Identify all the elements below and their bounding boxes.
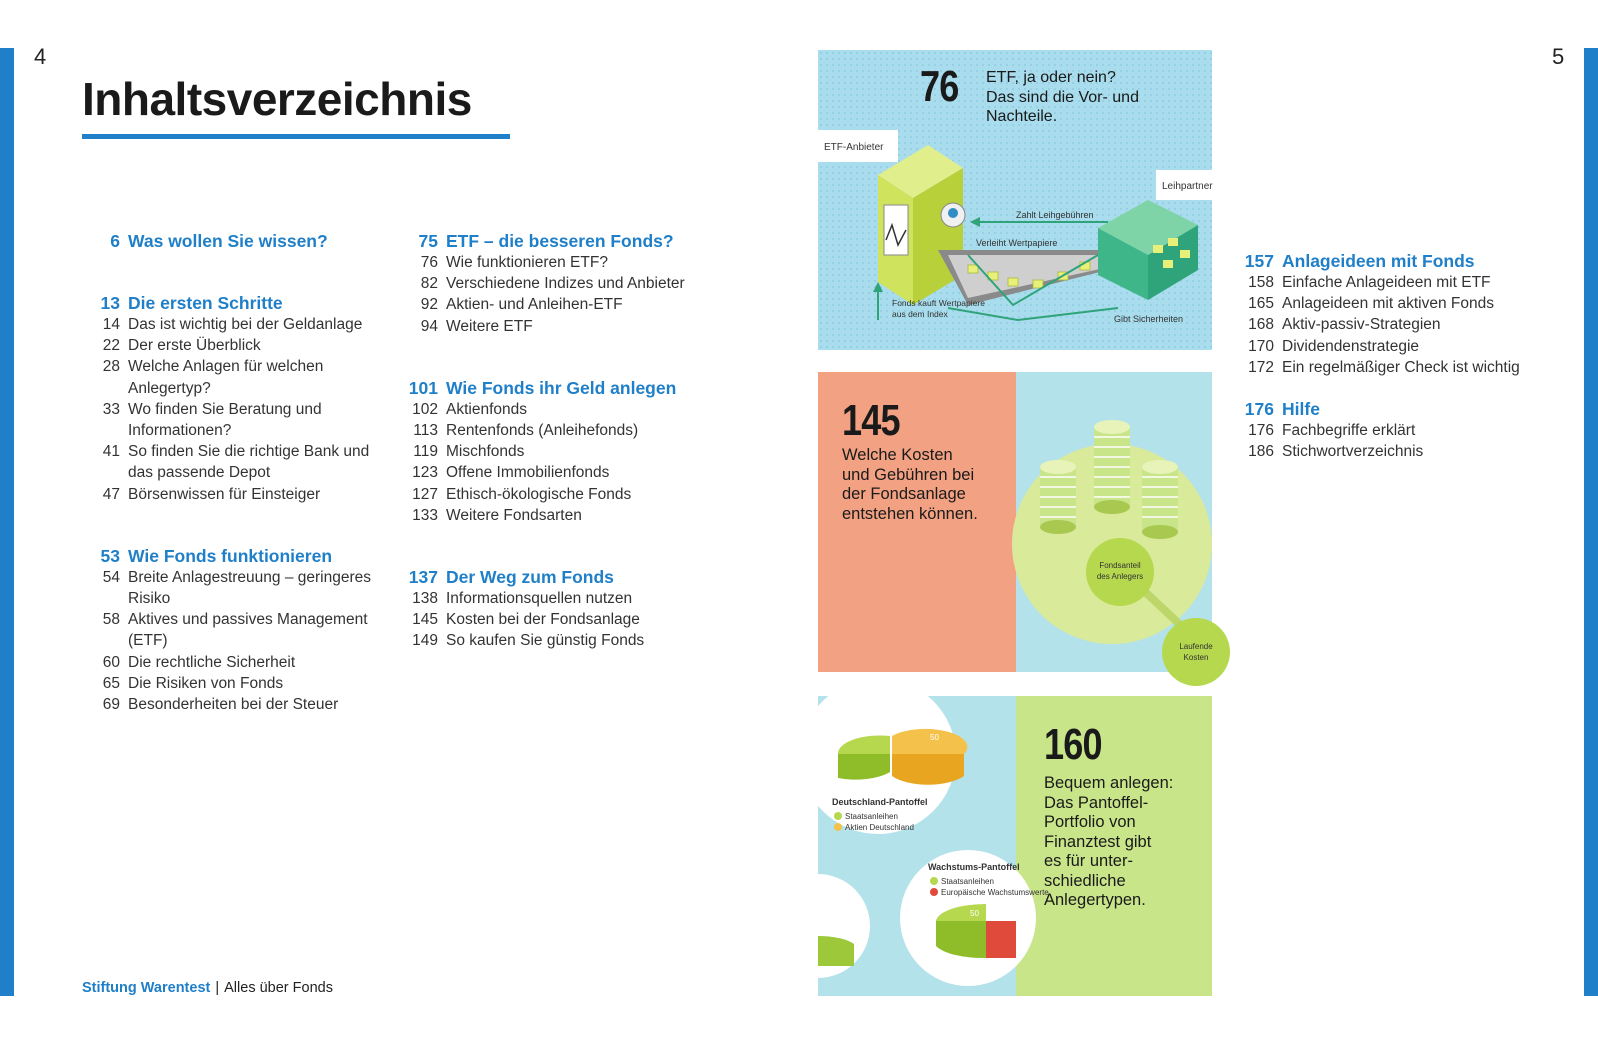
- teaser-pantoffel-text: Bequem anlegen: Das Pantoffel- Portfolio von Finanztest gibt es für unter- schiedliche Anlegertypen.: [1044, 774, 1174, 909]
- toc-entry-page: 127: [412, 485, 438, 503]
- toc-section-heading[interactable]: [1236, 250, 1536, 272]
- toc-entry-title: Anlageideen mit aktiven Fonds: [1282, 295, 1494, 313]
- toc-entry[interactable]: [82, 652, 387, 673]
- toc-entry-page: 60: [102, 653, 120, 671]
- toc-section: [400, 230, 730, 337]
- toc-entry-title: Breite Anlagestreuung – geringeres Risiko: [128, 568, 371, 608]
- toc-section-title: Anlageideen mit Fonds: [1282, 251, 1475, 271]
- toc-entry[interactable]: [82, 694, 387, 715]
- toc-section: [1236, 398, 1536, 462]
- toc-section-title: ETF – die besseren Fonds?: [446, 231, 674, 251]
- teaser-etf-page: 76: [920, 62, 959, 111]
- toc-entry[interactable]: [400, 273, 730, 294]
- toc-entry[interactable]: [400, 420, 730, 441]
- title-underline: [82, 134, 510, 139]
- svg-text:Laufende: Laufende: [1179, 642, 1213, 651]
- toc-entry-title: Verschiedene Indizes und Anbieter: [446, 275, 685, 293]
- page-number-right: 5: [1552, 44, 1565, 69]
- toc-entry-page: 113: [413, 422, 438, 440]
- toc-entry-page: 76: [420, 254, 438, 271]
- toc-entry-title: Einfache Anlageideen mit ETF: [1282, 274, 1491, 291]
- toc-entry[interactable]: [1236, 272, 1536, 293]
- toc-entry[interactable]: [1236, 441, 1536, 462]
- toc-section-heading[interactable]: [82, 230, 387, 252]
- teaser-pantoffel-page: 160: [1044, 720, 1102, 769]
- svg-text:Staatsanleihen: Staatsanleihen: [845, 812, 898, 821]
- toc-section-heading[interactable]: [82, 292, 387, 314]
- toc-entry-title: Ein regelmäßiger Check ist wichtig: [1282, 358, 1520, 376]
- footer-book-title: Alles über Fonds: [224, 980, 333, 996]
- toc-section-page: 6: [110, 231, 120, 251]
- toc-entry[interactable]: [82, 399, 387, 441]
- footer: [82, 980, 333, 996]
- toc-section-page: 101: [408, 377, 438, 398]
- toc-section-heading[interactable]: [400, 377, 730, 399]
- toc-section-title: Wie Fonds ihr Geld anlegen: [446, 377, 677, 398]
- toc-entry-page: 94: [420, 317, 438, 335]
- right-edge-bar: [1584, 48, 1598, 996]
- toc-entry-page: 41: [102, 443, 120, 461]
- toc-entry[interactable]: [82, 567, 387, 609]
- toc-entry[interactable]: [400, 505, 730, 526]
- teaser-costs-page: 145: [842, 396, 900, 445]
- svg-text:Aktien Deutschland: Aktien Deutschland: [845, 823, 914, 832]
- toc-entry-page: 119: [413, 443, 438, 461]
- toc-entry[interactable]: [82, 356, 387, 398]
- toc-entry[interactable]: [82, 484, 387, 505]
- svg-text:ETF-Anbieter: ETF-Anbieter: [824, 142, 884, 153]
- toc-entry[interactable]: [82, 609, 387, 651]
- pie-illustration: [818, 696, 1049, 996]
- toc-column-3: [1236, 250, 1536, 462]
- toc-entry-title: Aktienfonds: [446, 400, 527, 418]
- toc-entry[interactable]: [400, 484, 730, 505]
- toc-entry-title: Aktiv-passiv-Strategien: [1282, 316, 1441, 334]
- toc-section-page: 13: [100, 293, 120, 313]
- toc-entry-title: Aktives und passives Management (ETF): [128, 611, 368, 650]
- toc-entry-page: 28: [102, 358, 120, 376]
- toc-entry[interactable]: [400, 294, 730, 315]
- toc-entry-title: Weitere Fondsarten: [446, 506, 582, 524]
- toc-section-title: Der Weg zum Fonds: [446, 567, 614, 588]
- toc-entry[interactable]: [1236, 357, 1536, 378]
- svg-text:Verleiht Wertpapiere: Verleiht Wertpapiere: [976, 238, 1058, 248]
- toc-entry-title: Welche Anlagen für welchen Anlegertyp?: [128, 358, 324, 397]
- toc-entry-page: 145: [412, 611, 438, 629]
- page-number-left: 4: [34, 44, 47, 69]
- svg-text:50: 50: [872, 723, 881, 732]
- toc-entry[interactable]: [1236, 420, 1536, 441]
- toc-section: [82, 292, 387, 505]
- toc-entry-title: Besonderheiten bei der Steuer: [128, 696, 339, 714]
- toc-entry[interactable]: [1236, 336, 1536, 357]
- toc-entry-page: 22: [102, 337, 120, 355]
- toc-entry[interactable]: [400, 462, 730, 483]
- toc-entry-page: 92: [420, 296, 438, 314]
- toc-entry-page: 165: [1248, 295, 1274, 313]
- toc-entry-page: 158: [1248, 274, 1274, 291]
- toc-entry-title: So kaufen Sie günstig Fonds: [446, 632, 645, 650]
- toc-entry-page: 172: [1248, 358, 1274, 376]
- toc-entry-page: 54: [102, 568, 120, 586]
- teaser-costs-text: Welche Kosten und Gebühren bei der Fondsanlage entstehen können.: [842, 446, 978, 523]
- toc-entry[interactable]: [400, 316, 730, 337]
- toc-entry-page: 33: [102, 400, 120, 418]
- toc-section-page: 53: [100, 545, 120, 566]
- footer-separator: |: [215, 980, 220, 996]
- left-edge-bar: [0, 48, 14, 996]
- toc-entry-title: Weitere ETF: [446, 317, 533, 335]
- toc-entry-page: 47: [102, 485, 120, 503]
- toc-section: [400, 566, 730, 652]
- toc-entry-title: Fachbegriffe erklärt: [1282, 422, 1416, 440]
- svg-text:50: 50: [970, 909, 979, 918]
- toc-section-page: 75: [418, 231, 438, 251]
- toc-entry[interactable]: [400, 588, 730, 609]
- toc-section-title: Was wollen Sie wissen?: [128, 231, 328, 251]
- toc-entry-title: Börsenwissen für Einsteiger: [128, 485, 321, 503]
- toc-entry-title: Rentenfonds (Anleihefonds): [446, 422, 639, 440]
- svg-text:Fondsanteil: Fondsanteil: [1099, 561, 1141, 570]
- toc-entry-page: 14: [102, 316, 120, 333]
- toc-section-title: Hilfe: [1282, 399, 1320, 420]
- toc-entry-page: 82: [420, 275, 438, 293]
- toc-section: [1236, 250, 1536, 378]
- page-title: Inhaltsverzeichnis: [82, 73, 472, 125]
- toc-entry-title: Dividendenstrategie: [1282, 337, 1420, 355]
- toc-entry-title: Mischfonds: [446, 443, 525, 461]
- toc-entry-title: Offene Immobilienfonds: [446, 464, 610, 482]
- toc-entry[interactable]: [82, 314, 387, 335]
- toc-column-2: [400, 230, 730, 652]
- toc-entry[interactable]: [1236, 314, 1536, 335]
- teaser-etf-text: ETF, ja oder nein? Das sind die Vor- und Nachteile.: [986, 69, 1139, 125]
- toc-section-heading[interactable]: [82, 545, 387, 567]
- svg-text:Deutschland-Pantoffel: Deutschland-Pantoffel: [832, 797, 928, 807]
- toc-section: [82, 545, 387, 715]
- toc-entry-page: 133: [412, 506, 438, 524]
- toc-entry-title: Wo finden Sie Beratung und Informationen?: [128, 400, 322, 440]
- toc-entry-page: 186: [1248, 443, 1274, 461]
- svg-text:Kosten: Kosten: [1183, 653, 1209, 662]
- toc-entry[interactable]: [400, 399, 730, 420]
- toc-entry-page: 69: [102, 696, 120, 714]
- toc-entry-title: Informationsquellen nutzen: [446, 590, 633, 608]
- svg-text:des Anlegers: des Anlegers: [1096, 572, 1144, 581]
- toc-entry-title: Kosten bei der Fondsanlage: [446, 611, 640, 629]
- toc-entry-title: Die Risiken von Fonds: [128, 674, 284, 692]
- toc-entry-title: Stichwortverzeichnis: [1282, 443, 1424, 461]
- toc-entry-page: 65: [102, 674, 120, 692]
- toc-entry-title: Die rechtliche Sicherheit: [128, 653, 296, 671]
- svg-text:Leihpartner: Leihpartner: [1162, 181, 1213, 192]
- toc-section-heading[interactable]: [1236, 398, 1536, 420]
- teaser-costs: [818, 372, 1238, 688]
- toc-entry-page: 149: [412, 632, 438, 650]
- toc-section-title: Wie Fonds funktionieren: [128, 545, 333, 566]
- toc-entry-page: 102: [412, 400, 438, 418]
- toc-entry-page: 168: [1248, 316, 1274, 334]
- toc-entry-title: Wie funktionieren ETF?: [446, 254, 608, 271]
- toc-entry-page: 170: [1248, 337, 1274, 355]
- toc-section: [400, 377, 730, 526]
- svg-text:Europäische Wachstumswerte: Europäische Wachstumswerte: [941, 888, 1049, 897]
- teaser-pantoffel: [818, 696, 1212, 996]
- toc-entry-title: Ethisch-ökologische Fonds: [446, 485, 632, 503]
- toc-entry[interactable]: [1236, 293, 1536, 314]
- teaser-etf: [818, 50, 1212, 350]
- toc-section-heading[interactable]: [400, 230, 730, 252]
- toc-entry-title: Das ist wichtig bei der Geldanlage: [128, 316, 363, 333]
- toc-entry[interactable]: [82, 673, 387, 694]
- toc-entry[interactable]: [82, 335, 387, 356]
- toc-section-page: 157: [1244, 251, 1274, 271]
- toc-entry-page: 176: [1248, 422, 1274, 440]
- toc-column-1: [82, 230, 387, 715]
- toc-entry-title: Der erste Überblick: [128, 337, 261, 355]
- toc-section-heading[interactable]: [400, 566, 730, 588]
- toc-section-page: 176: [1244, 399, 1274, 420]
- toc-section-title: Die ersten Schritte: [128, 293, 283, 313]
- toc-entry[interactable]: [400, 630, 730, 651]
- toc-entry-title: So finden Sie die richtige Bank und das passende Depot: [128, 443, 370, 482]
- toc-entry-title: Aktien- und Anleihen-ETF: [446, 296, 623, 314]
- toc-section: [82, 230, 387, 252]
- svg-text:Gibt Sicherheiten: Gibt Sicherheiten: [1114, 314, 1184, 324]
- toc-entry[interactable]: [82, 441, 387, 483]
- svg-text:50: 50: [930, 733, 939, 742]
- svg-text:Fonds kauft Wertpapiere: Fonds kauft Wertpapiere: [892, 298, 985, 308]
- toc-entry-page: 138: [412, 590, 438, 608]
- toc-entry[interactable]: [400, 609, 730, 630]
- toc-section-page: 137: [408, 567, 438, 588]
- toc-entry[interactable]: [400, 441, 730, 462]
- toc-entry-page: 58: [102, 611, 120, 629]
- footer-brand: Stiftung Warentest: [82, 980, 211, 996]
- toc-entry-page: 123: [412, 464, 438, 482]
- svg-text:aus dem Index: aus dem Index: [892, 309, 948, 319]
- svg-text:Staatsanleihen: Staatsanleihen: [941, 877, 994, 886]
- svg-text:Wachstums-Pantoffel: Wachstums-Pantoffel: [928, 862, 1020, 872]
- svg-text:Zahlt Leihgebühren: Zahlt Leihgebühren: [1016, 210, 1094, 220]
- toc-entry[interactable]: [400, 252, 730, 273]
